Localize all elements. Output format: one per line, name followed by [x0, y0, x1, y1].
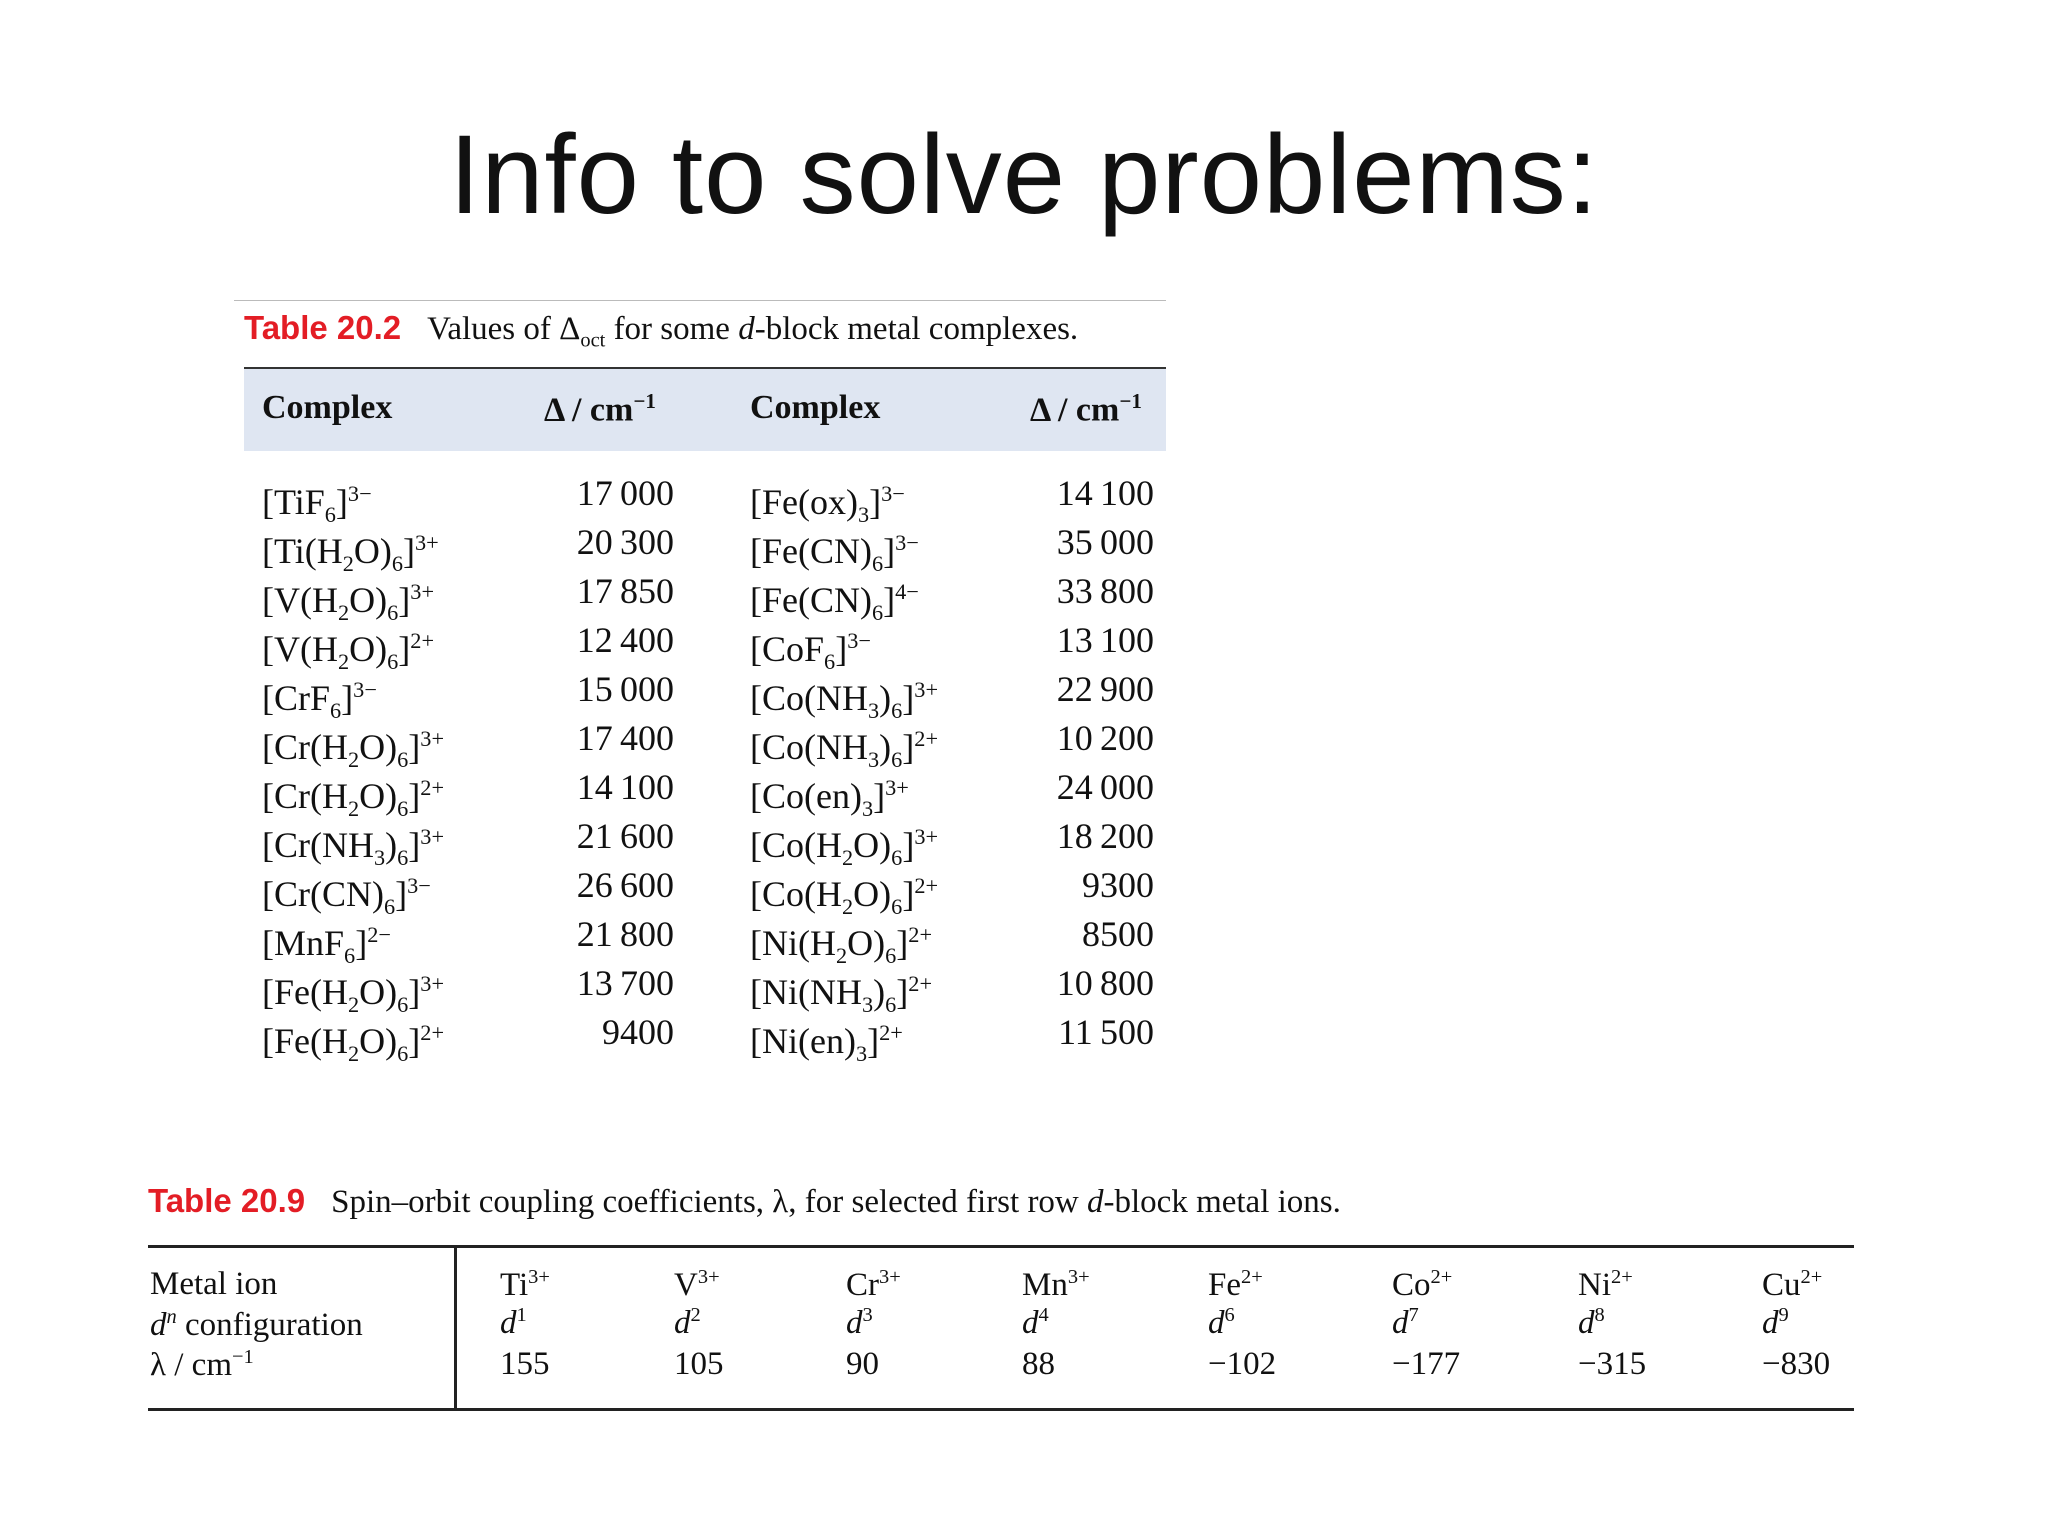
complex-formula: $[MnF_6]^{2-}$ — [262, 922, 391, 969]
delta-value: 17 000 — [576, 473, 674, 513]
d-configuration: $d^9$ — [1762, 1304, 1789, 1341]
lambda-value: 88 — [1022, 1346, 1055, 1382]
ion-column — [1762, 1248, 1922, 1408]
row-label-configuration: $d^n$ configuration — [150, 1306, 363, 1343]
complex-formula: $[Cr(H_2O)_6]^{2+}$ — [262, 775, 445, 822]
delta-value: 24 000 — [1056, 767, 1154, 807]
delta-value: 35 000 — [1056, 522, 1154, 562]
table-20-2-label: Table 20.2 — [244, 309, 402, 346]
metal-ion: $Cu^{2+}$ — [1762, 1266, 1823, 1303]
slide-title: Info to solve problems: — [449, 112, 1599, 237]
complex-formula: $[Co(H_2O)_6]^{3+}$ — [750, 824, 939, 871]
ion-column — [1578, 1248, 1738, 1408]
ion-column — [846, 1248, 1006, 1408]
delta-value: 26 600 — [576, 865, 674, 905]
complex-formula: $[Ni(H_2O)_6]^{2+}$ — [750, 922, 933, 969]
delta-value: 21 600 — [576, 816, 674, 856]
table-20-9-caption — [148, 1175, 1854, 1245]
complex-formula: $[TiF_6]^{3-}$ — [262, 481, 372, 528]
delta-value: 8500 — [1082, 914, 1154, 954]
table-20-2-caption — [234, 300, 1166, 367]
d-configuration: $d^6$ — [1208, 1304, 1235, 1341]
complex-formula: $[Fe(CN)_6]^{4-}$ — [750, 579, 919, 626]
complex-formula: $[CoF_6]^{3-}$ — [750, 628, 871, 675]
table-20-2-body — [244, 451, 1166, 1071]
table-20-9-caption-text: Spin–orbit coupling coefficients, λ, for selected first row d-block metal ions. — [331, 1184, 1341, 1220]
d-configuration: $d^1$ — [500, 1304, 527, 1341]
ion-column — [674, 1248, 834, 1408]
ion-column — [1022, 1248, 1182, 1408]
complex-formula: $[V(H_2O)_6]^{3+}$ — [262, 579, 435, 626]
table-20-9-grid — [148, 1245, 1854, 1411]
delta-value: 9400 — [602, 1012, 674, 1052]
delta-value: 15 000 — [576, 669, 674, 709]
complex-formula: $[Fe(CN)_6]^{3-}$ — [750, 530, 919, 577]
table-20-2 — [234, 300, 1166, 1071]
column-right-value — [1004, 469, 1154, 1057]
delta-value: 20 300 — [576, 522, 674, 562]
header-delta-2: Δ / $cm^{-1}$ — [1030, 389, 1142, 429]
table-20-2-header — [244, 367, 1166, 451]
header-complex-2: Complex — [750, 389, 881, 426]
complex-formula: $[Co(en)_3]^{3+}$ — [750, 775, 909, 822]
ion-column — [500, 1248, 660, 1408]
complex-formula: $[Co(NH_3)_6]^{3+}$ — [750, 677, 939, 724]
complex-formula: $[Co(H_2O)_6]^{2+}$ — [750, 873, 939, 920]
table-20-9-row-labels — [148, 1248, 457, 1408]
complex-formula: $[Ni(NH_3)_6]^{2+}$ — [750, 971, 933, 1018]
complex-formula: $[Fe(H_2O)_6]^{3+}$ — [262, 971, 445, 1018]
row-label-lambda: λ / $cm^{-1}$ — [150, 1346, 254, 1383]
row-label-metal-ion: Metal ion — [150, 1266, 278, 1302]
complex-formula: $[Ti(H_2O)_6]^{3+}$ — [262, 530, 439, 577]
table-20-9-label: Table 20.9 — [148, 1182, 306, 1219]
table-20-9 — [148, 1175, 1854, 1411]
delta-value: 12 400 — [576, 620, 674, 660]
header-complex-1: Complex — [262, 389, 393, 426]
delta-value: 18 200 — [1056, 816, 1154, 856]
delta-value: 14 100 — [576, 767, 674, 807]
delta-value: 10 800 — [1056, 963, 1154, 1003]
delta-value: 17 850 — [576, 571, 674, 611]
delta-value: 22 900 — [1056, 669, 1154, 709]
metal-ion: $V^{3+}$ — [674, 1266, 720, 1303]
column-left-complex — [262, 469, 522, 1067]
table-20-2-caption-text: Values of $\Delta_{oct}$ for some d-block metal complexes. — [427, 311, 1079, 352]
metal-ion: $Fe^{2+}$ — [1208, 1266, 1263, 1303]
lambda-value: −102 — [1208, 1346, 1277, 1382]
column-left-value — [524, 469, 674, 1057]
metal-ion: $Ti^{3+}$ — [500, 1266, 550, 1303]
lambda-value: −315 — [1578, 1346, 1647, 1382]
lambda-value: −830 — [1762, 1346, 1831, 1382]
metal-ion: $Ni^{2+}$ — [1578, 1266, 1633, 1303]
complex-formula: $[CrF_6]^{3-}$ — [262, 677, 377, 724]
d-configuration: $d^7$ — [1392, 1304, 1419, 1341]
header-delta-1: Δ / $cm^{-1}$ — [544, 389, 656, 429]
delta-value: 17 400 — [576, 718, 674, 758]
complex-formula: $[Cr(NH_3)_6]^{3+}$ — [262, 824, 445, 871]
complex-formula: $[Co(NH_3)_6]^{2+}$ — [750, 726, 939, 773]
complex-formula: $[V(H_2O)_6]^{2+}$ — [262, 628, 435, 675]
delta-value: 9300 — [1082, 865, 1154, 905]
delta-value: 10 200 — [1056, 718, 1154, 758]
lambda-value: −177 — [1392, 1346, 1461, 1382]
ion-column — [1208, 1248, 1368, 1408]
delta-value: 21 800 — [576, 914, 674, 954]
metal-ion: $Cr^{3+}$ — [846, 1266, 901, 1303]
lambda-value: 105 — [674, 1346, 724, 1382]
delta-value: 33 800 — [1056, 571, 1154, 611]
d-configuration: $d^3$ — [846, 1304, 873, 1341]
delta-value: 14 100 — [1056, 473, 1154, 513]
d-configuration: $d^4$ — [1022, 1304, 1049, 1341]
ion-column — [1392, 1248, 1552, 1408]
d-configuration: $d^8$ — [1578, 1304, 1605, 1341]
metal-ion: $Mn^{3+}$ — [1022, 1266, 1090, 1303]
complex-formula: $[Cr(CN)_6]^{3-}$ — [262, 873, 431, 920]
d-configuration: $d^2$ — [674, 1304, 701, 1341]
delta-value: 13 100 — [1056, 620, 1154, 660]
complex-formula: $[Fe(ox)_3]^{3-}$ — [750, 481, 905, 528]
delta-value: 11 500 — [1058, 1012, 1154, 1052]
lambda-value: 155 — [500, 1346, 550, 1382]
delta-value: 13 700 — [576, 963, 674, 1003]
lambda-value: 90 — [846, 1346, 879, 1382]
column-right-complex — [750, 469, 1010, 1067]
metal-ion: $Co^{2+}$ — [1392, 1266, 1453, 1303]
complex-formula: $[Ni(en)_3]^{2+}$ — [750, 1020, 903, 1067]
complex-formula: $[Cr(H_2O)_6]^{3+}$ — [262, 726, 445, 773]
complex-formula: $[Fe(H_2O)_6]^{2+}$ — [262, 1020, 445, 1067]
